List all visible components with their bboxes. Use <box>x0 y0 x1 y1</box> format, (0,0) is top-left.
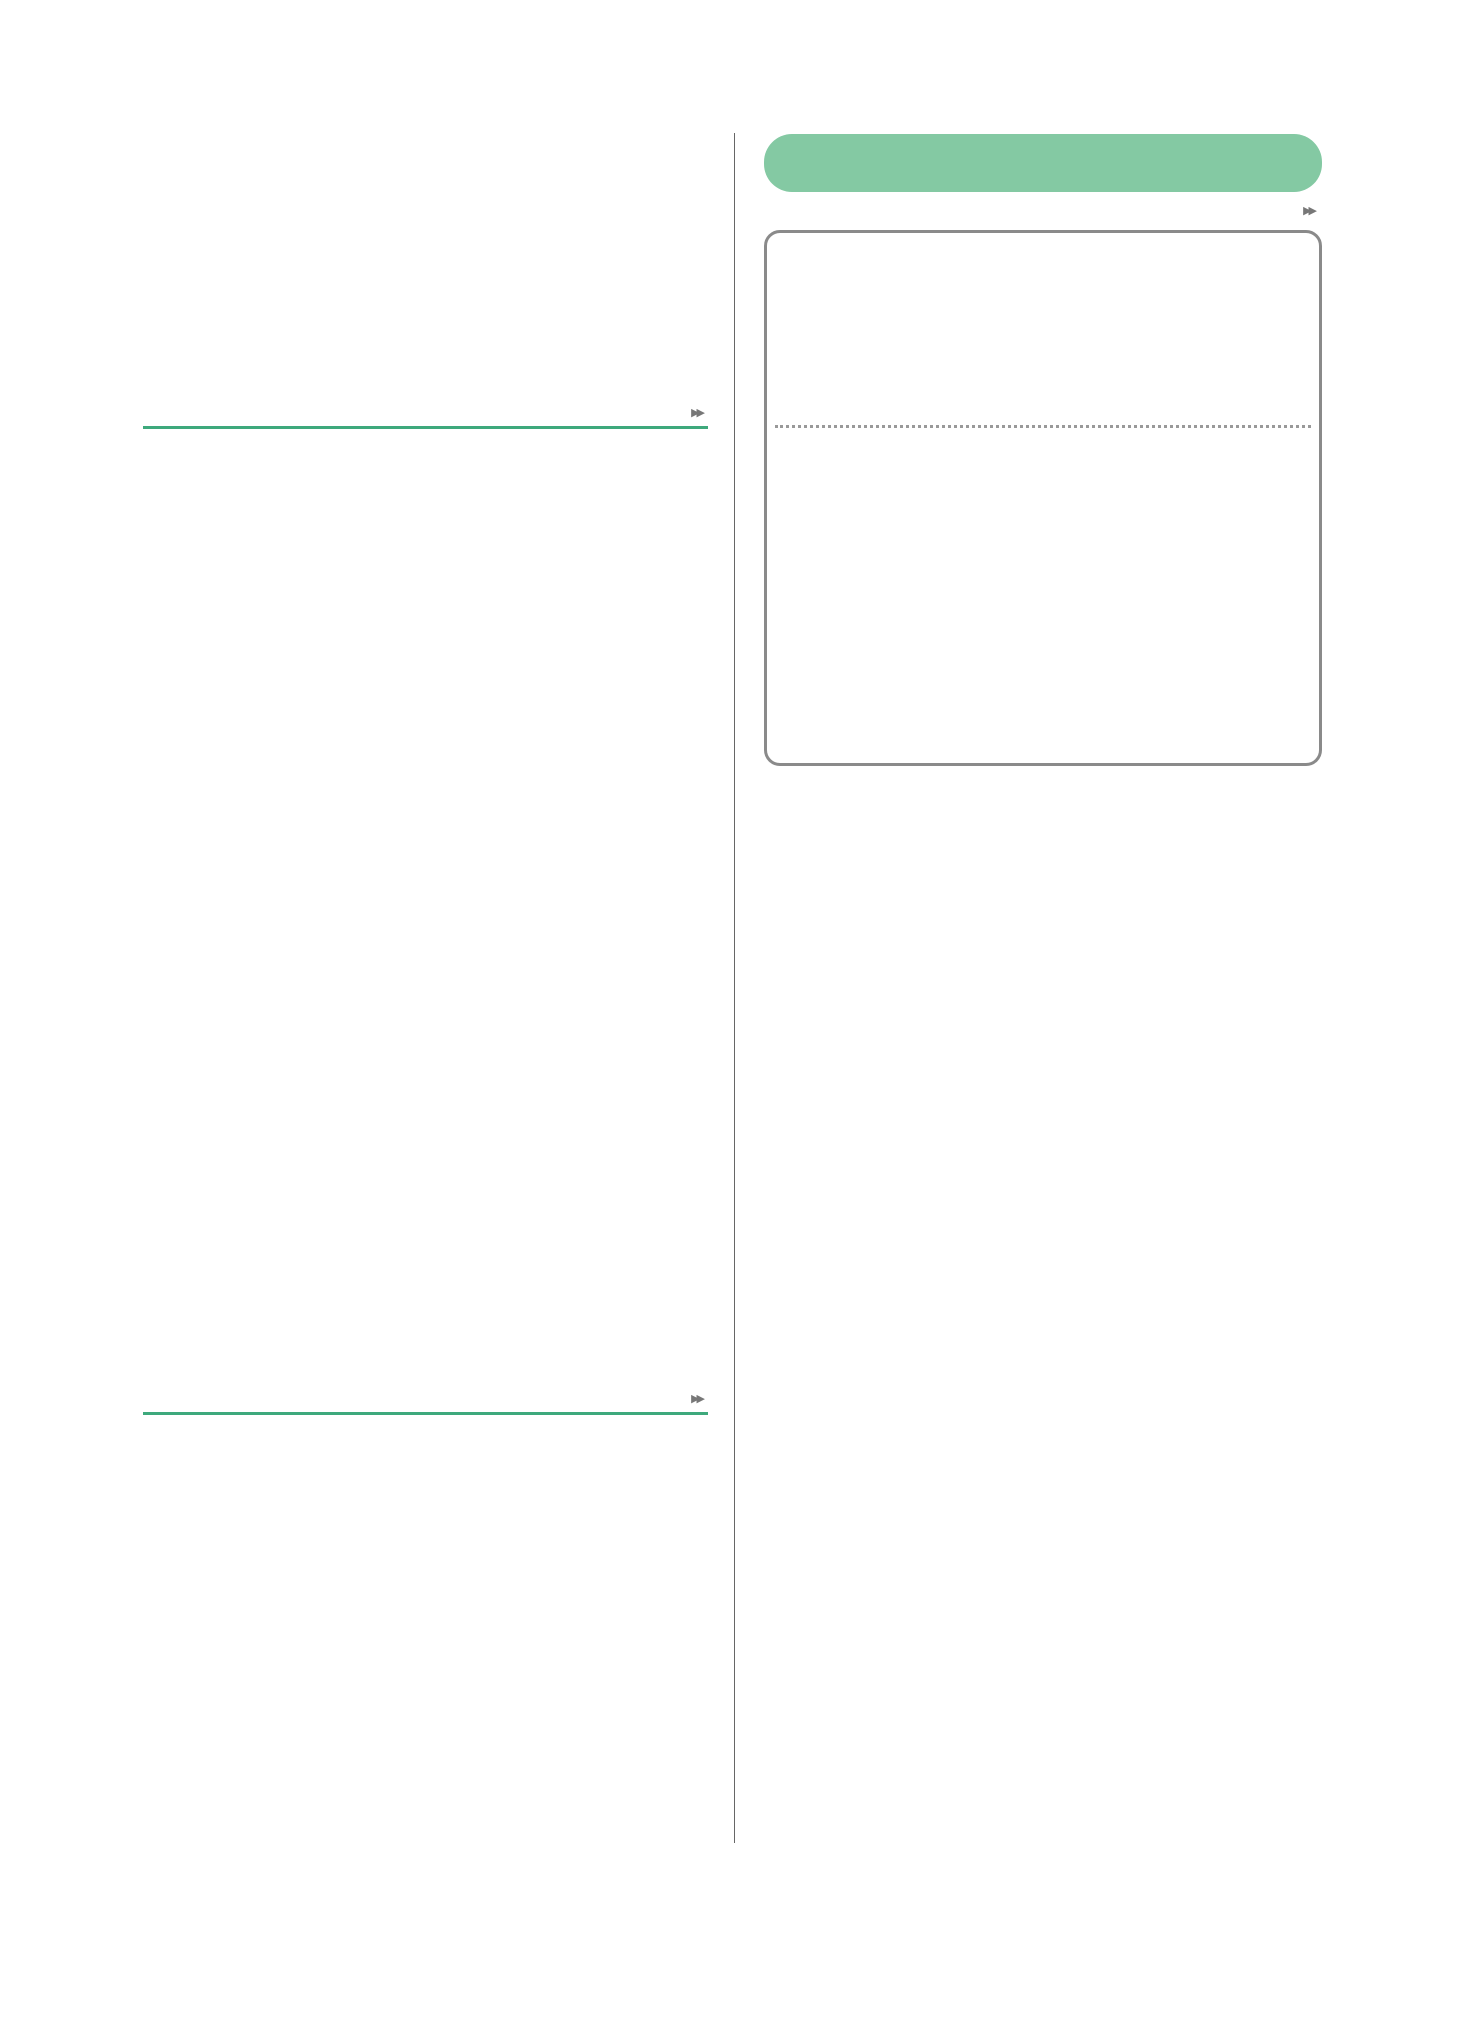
list-item <box>415 820 459 850</box>
list-item <box>143 1179 187 1209</box>
list-item <box>143 128 187 158</box>
list-item <box>143 1139 187 1169</box>
list-item <box>143 1535 187 1565</box>
list-item <box>415 780 459 810</box>
page-footer <box>143 1910 151 1943</box>
page-reference <box>1303 200 1320 218</box>
list-item <box>143 1495 187 1525</box>
page-reference <box>691 1388 708 1406</box>
dotted-divider <box>775 425 1311 428</box>
writing-practice-header <box>143 1378 708 1415</box>
answer-key-box <box>764 230 1322 766</box>
list-item <box>143 740 187 770</box>
list-item <box>143 780 187 810</box>
list-item <box>143 820 187 850</box>
list-item <box>143 1099 187 1129</box>
list-item <box>143 979 187 1009</box>
list-item <box>143 501 187 531</box>
section-6-header <box>143 386 708 429</box>
list-item <box>415 501 459 531</box>
list-item <box>415 740 459 770</box>
list-item <box>415 541 459 571</box>
list-item <box>143 1455 187 1485</box>
list-item <box>143 1655 187 1685</box>
list-item <box>143 1059 187 1089</box>
list-item <box>143 1735 187 1765</box>
list-item <box>143 1615 187 1645</box>
list-item <box>143 1019 187 1049</box>
list-item <box>143 939 187 969</box>
list-item <box>143 621 187 651</box>
list-item <box>143 168 187 198</box>
double-arrow-icon: ▶▶ <box>691 406 702 419</box>
essay-answers <box>785 445 1305 479</box>
page-reference <box>691 402 708 420</box>
list-item <box>143 1775 187 1805</box>
list-item <box>143 1575 187 1605</box>
list-item <box>143 581 187 611</box>
list-item <box>143 1695 187 1725</box>
list-item <box>143 1815 187 1845</box>
list-item <box>143 541 187 571</box>
list-item <box>415 581 459 611</box>
double-arrow-icon: ▶▶ <box>1303 204 1314 217</box>
double-arrow-icon: ▶▶ <box>691 1392 702 1405</box>
chapter-banner <box>764 134 1322 192</box>
column-divider <box>734 133 735 1843</box>
